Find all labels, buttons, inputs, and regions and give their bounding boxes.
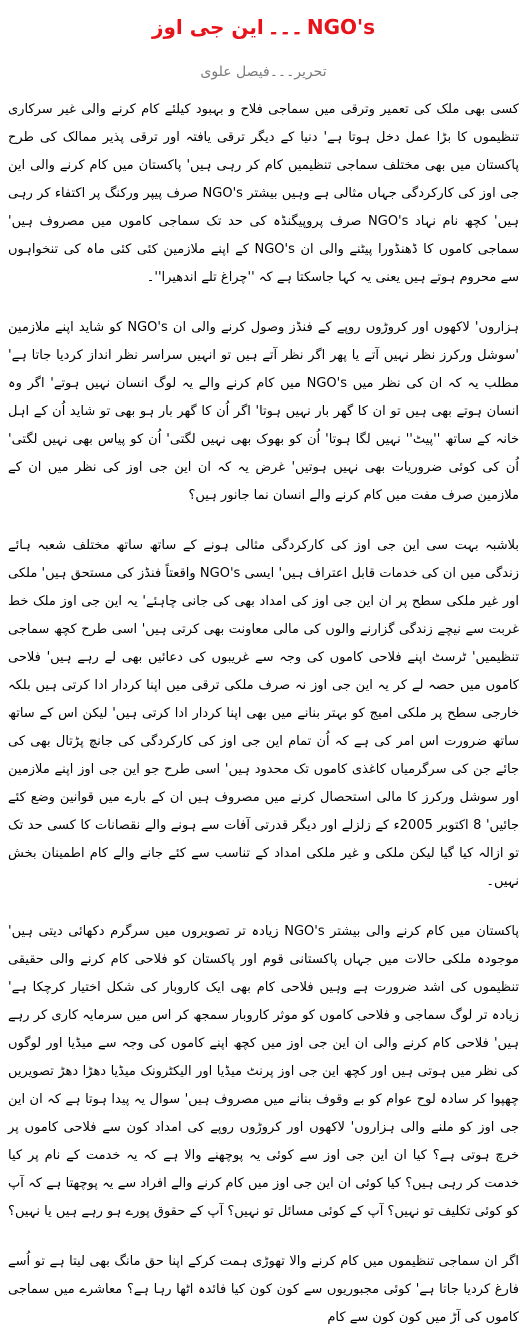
article-paragraph: اگر ان سماجی تنظیموں میں کام کرنے والا تھوڑی ہمت کرکے اپنا حق مانگ بھی لیتا ہے تو اُسے فارغ کردیا جاتا ہے' کوئی مجبوریوں سے کون کون کیا فائدہ اٹھا رہا ہے؟ معاشرے میں سماجی کاموں کی آڑ میں کون کون سے کام [8,1254,519,1325]
article-title-latin: NGO's [306,15,376,39]
article-title-separator: ۔۔۔ [267,15,303,39]
article-paragraph: پاکستان میں کام کرنے والی بیشتر NGO's زیادہ تر تصویروں میں سرگرم دکھائی دیتی ہیں' موجودہ ملکی حالات میں جہاں پاکستانی قوم اور پاکستان کو فلاحی کام کرنے والی حقیقی تنظیموں کی اشد ضرورت ہے وہیں فلاحی کام بھی ایک کاروبار کی شکل اختیار کرچکا ہے' زیادہ تر لوگ سماجی و فلاحی کاموں کو موثر کاروبار سمجھ کر اس میں سرمایہ کاری کر رہے ہیں' فلاحی کام کرنے والی ان این جی اوز میں کچھ اپنے کاموں کی وجہ سے میڈیا اور لوگوں کی نظر میں ہوتی ہیں اور کچھ این جی اوز پرنٹ میڈیا اور الیکٹرونک میڈیا دھڑا دھڑ تصویریں چھپوا کر سادہ لوح عوام کو بے وقوف بنانے میں مصروف ہیں' سوال یہ پیدا ہوتا ہے کہ ان این جی اوز کو ملنے والی ہزاروں' لاکھوں اور کروڑوں روپے کی امداد کون سے فلاحی کاموں پر خرچ ہوتی ہے؟ کیا ان این جی اوز سے کوئی یہ پوچھنے والا ہے کہ یہ خدمت کے نام پر کیا خدمت کر رہی ہیں؟ کیا کوئی ان این جی اوز میں کام کرنے والے افراد سے یہ پوچھتا ہے کہ آپ کو کوئی تکلیف تو نہیں؟ آپ کے کوئی مسائل تو نہیں؟ آپ کے حقوق پورے ہو رہے ہیں یا نہیں؟ [8,924,519,1219]
article-paragraph: بلاشبہ بہت سی این جی اوز کی کارکردگی مثالی ہونے کے ساتھ ساتھ مختلف شعبہ ہائے زندگی میں ان کی خدمات قابل اعتراف ہیں' ایسی NGO's واقعتاً فنڈز کی مستحق ہیں' ملکی اور غیر ملکی سطح پر ان این جی اوز کی امداد بھی کی جانی چاہئے' یہ این جی اوز ملک خط غربت سے نیچے زندگی گزارنے والوں کی مالی معاونت بھی کرتی ہیں' اسی طرح کچھ سماجی تنظیمیں' ٹرسٹ اپنے فلاحی کاموں کی وجہ سے غریبوں کی دعائیں بھی لے رہے ہیں' فلاحی کاموں میں حصہ لے کر یہ این جی اوز نہ صرف ملکی ترقی میں اپنا کردار ادا کرتی ہیں بلکہ خارجی سطح پر ملکی امیج کو بہتر بنانے میں بھی اپنا کردار ادا کرتی ہیں' لیکن اس کے ساتھ ساتھ ضرورت اس امر کی ہے کہ اُن تمام این جی اوز کی کارکردگی کی جانچ پڑتال بھی کی جائے جن کی سرگرمیاں کاغذی کاموں تک محدود ہیں' اسی طرح جو این جی اوز اپنے ملازمین اور سوشل ورکرز کا مالی استحصال کرنے میں مصروف ہیں ان کے بارے میں قوانین وضع کئے جائیں' 8 اکتوبر 2005ء کے زلزلے اور دیگر قدرتی آفات سے ہونے والے نقصانات کا کسی حد تک تو ازالہ کیا گیا لیکن ملکی و غیر ملکی امداد کے تناسب سے کئے جانے والے کام اطمینان بخش نہیں۔ [8,538,519,889]
article-title [8,14,519,40]
article-byline: تحریر۔۔۔فیصل علوی [200,64,327,80]
article-paragraph: ہزاروں' لاکھوں اور کروڑوں روپے کے فنڈز وصول کرنے والی ان NGO's کو شاید اپنے ملازمین 'سوشل ورکرز نظر نہیں آتے یا پھر اگر نظر آتے ہیں تو انہیں سراسر نظر انداز کردیا جاتا ہے' مطلب یہ کہ ان کی نظر میں NGO's میں کام کرنے والے یہ لوگ انسان نہیں ہوتے' اگر وہ انسان ہوتے بھی ہیں تو ان کا گھر بار نہیں ہوتا' اگر اُن کا گھر بار ہو بھی تو شاید اُن کے اہل خانہ کے ساتھ ''پیٹ'' نہیں لگا ہوتا' اُن کو بھوک بھی نہیں لگتی' اُن کو پیاس بھی نہیں لگتی' اُن کی کوئی ضروریات بھی نہیں ہوتیں' غرض یہ کہ ان این جی اوز کی نظر میں ان کے ملازمین صرف مفت میں کام کرنے والے انسان نما جانور ہیں؟ [8,320,520,503]
article-body [8,96,519,1332]
article-title-urdu: این جی اوز [151,15,264,39]
article-paragraph: کسی بھی ملک کی تعمیر وترقی میں سماجی فلاح و بہبود کیلئے کام کرنے والی غیر سرکاری تنظیموں کا بڑا عمل دخل ہوتا ہے' دنیا کے دیگر ترقی یافتہ اور ترقی پذیر ممالک کی طرح پاکستان میں بھی مختلف سماجی تنظیمیں کام کر رہی ہیں' پاکستان میں کام کرنے والی این جی اوز کی کارکردگی جہاں مثالی ہے وہیں بیشتر NGO's صرف پیپر ورکنگ پر اکتفاء کر رہی ہیں' کچھ نام نہاد NGO's صرف پروپیگنڈہ کی حد تک سماجی کاموں میں مصروف ہیں' سماجی کاموں کا ڈھنڈورا پیٹنے والی ان NGO's کے اپنے ملازمین کئی کئی ماہ کی تنخواہوں سے محروم ہوتے ہیں یعنی یہ کہا جاسکتا ہے کہ ''چراغ تلے اندھیرا''۔ [8,102,520,285]
